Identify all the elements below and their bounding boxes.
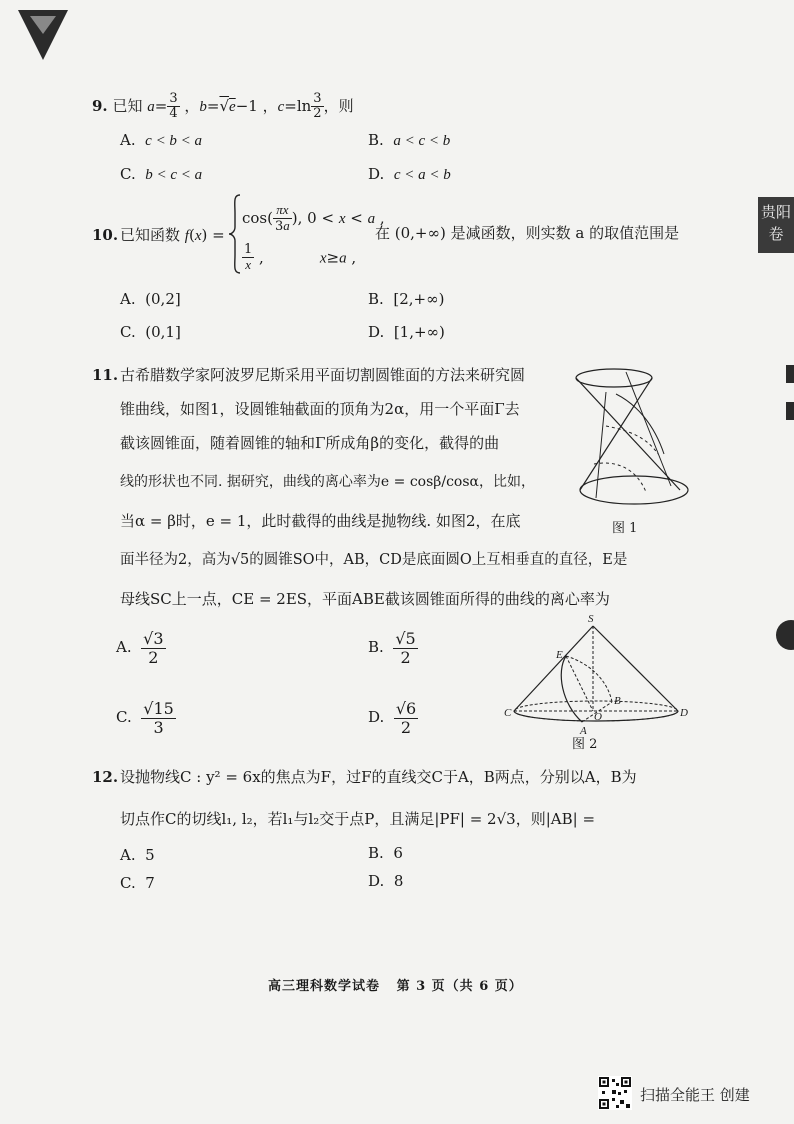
q12-option-b[interactable]: B. 6 — [368, 844, 403, 862]
q10-prefix: 已知函数 f(x) = — [120, 226, 225, 244]
fig2-label-e: E — [556, 649, 563, 661]
q10-suffix: 在 (0,+∞) 是减函数，则实数 a 的取值范围是 — [375, 224, 680, 242]
q9-option-a[interactable]: A. c < b < a — [120, 131, 203, 149]
figure-2-cone — [500, 612, 690, 738]
q11-option-a[interactable]: A. $\frac{√3}{2}$ — [116, 629, 164, 667]
q11-line: 面半径为2，高为√5的圆锥SO中，AB，CD是底面圆O上互相垂直的直径，E是 — [120, 552, 628, 568]
q10-option-a[interactable]: A. (0,2] — [120, 290, 181, 308]
q12-option-a[interactable]: A. 5 — [120, 846, 155, 864]
region-tab: 贵阳卷 — [758, 197, 794, 253]
q11-line: 截该圆锥面，随着圆锥的轴和Γ所成角β的变化，截得的曲 — [120, 434, 500, 452]
q10-brace — [228, 193, 242, 275]
figure-2-caption: 图 2 — [572, 737, 598, 752]
q11-line: 当α = β时，e = 1，此时截得的曲线是抛物线. 如图2，在底 — [120, 512, 521, 530]
q11-line: 锥曲线，如图1，设圆锥轴截面的顶角为2α，用一个平面Γ去 — [120, 400, 520, 418]
q12-number: 12. — [92, 768, 119, 786]
page-footer: 高三理科数学试卷 第 3 页（共 6 页） — [268, 979, 523, 994]
edge-mark — [786, 402, 794, 420]
q12-option-d[interactable]: D. 8 — [368, 872, 404, 890]
q10-option-b[interactable]: B. [2,+∞) — [368, 290, 445, 308]
q10-case1: cos( $\frac{\pi x}{3a}$ ), 0 < x < a , — [242, 202, 385, 235]
q11-line: 古希腊数学家阿波罗尼斯采用平面切割圆锥面的方法来研究圆 — [120, 366, 526, 384]
q10-case2: $\frac{1}{x}$ , x≥a , — [244, 242, 357, 273]
fig2-label-o: O — [594, 711, 602, 723]
fig2-label-a: A — [580, 725, 587, 737]
q9-option-c[interactable]: C. b < c < a — [120, 165, 203, 183]
q10-number: 10. — [92, 226, 119, 244]
q11-line: 母线SC上一点，CE = 2ES，平面ABE截该圆锥面所得的曲线的离心率为 — [120, 590, 610, 608]
figure-1-caption: 图 1 — [612, 521, 638, 536]
q12-option-c[interactable]: C. 7 — [120, 874, 155, 892]
q11-option-c[interactable]: C. $\frac{√15}{3}$ — [116, 699, 174, 737]
qr-code-icon — [598, 1076, 632, 1110]
q9-option-d[interactable]: D. c < a < b — [368, 165, 451, 183]
q10-option-c[interactable]: C. (0,1] — [120, 323, 181, 341]
q10-option-d[interactable]: D. [1,+∞) — [368, 323, 445, 341]
q9-option-b[interactable]: B. a < c < b — [368, 131, 451, 149]
q11-option-b[interactable]: B. $\frac{√5}{2}$ — [368, 629, 416, 667]
q12-line1: 设抛物线C : y² = 6x的焦点为F，过F的直线交C于A，B两点，分别以A，B为 — [120, 768, 637, 786]
edge-mark — [786, 365, 794, 383]
q9-stem: 9. 已知 a= $\frac{3}{4}$ ，b=√e−1 ，c=ln $\frac{3}{2}$ ，则 — [92, 91, 354, 122]
scanner-watermark: 扫描全能王 创建 — [640, 1086, 750, 1104]
q11-number: 11. — [92, 366, 119, 384]
q11-option-d[interactable]: D. $\frac{√6}{2}$ — [368, 699, 417, 737]
q11-line: 线的形状也不同. 据研究，曲线的离心率为e = cosβ/cosα，比如， — [120, 474, 535, 490]
fig2-label-s: S — [588, 613, 594, 625]
figure-1-double-cone — [566, 364, 696, 512]
binding-hole — [776, 620, 794, 650]
fig2-label-b: B — [614, 695, 621, 707]
corner-logo-icon — [18, 10, 68, 62]
fig2-label-c: C — [504, 707, 512, 719]
q12-line2: 切点作C的切线l₁, l₂，若l₁与l₂交于点P，且满足|PF| = 2√3，则|AB| = — [120, 810, 596, 828]
fig2-label-d: D — [680, 707, 688, 719]
